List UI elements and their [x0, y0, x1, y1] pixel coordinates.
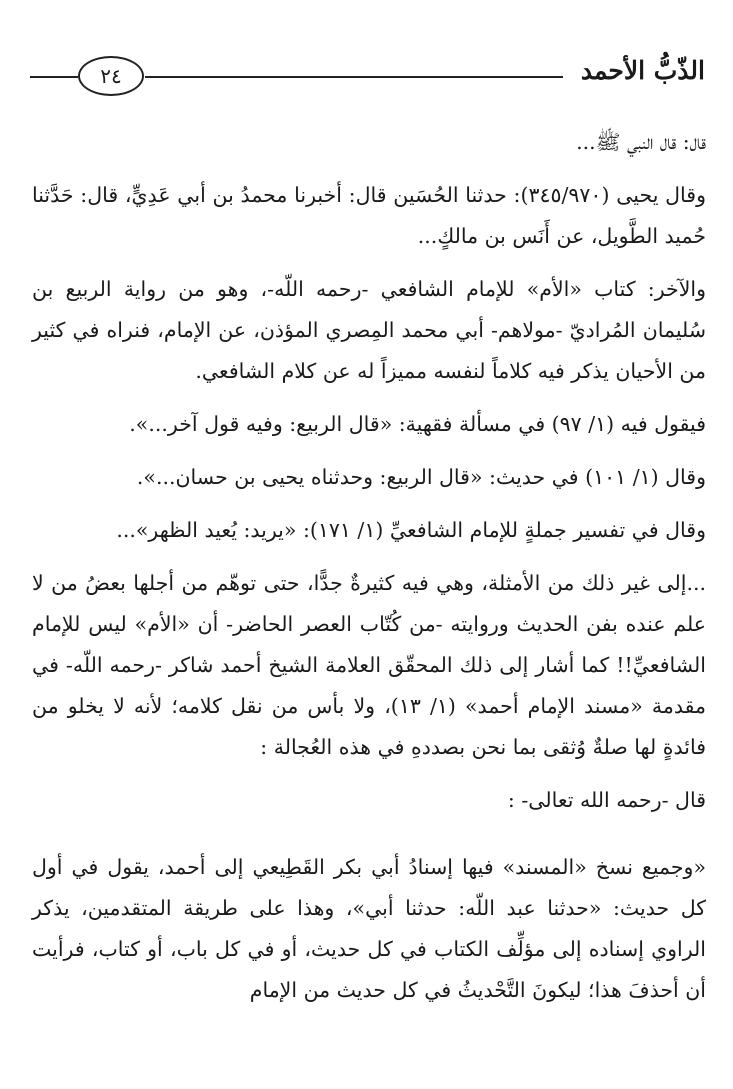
page-number: ٢٤	[78, 56, 144, 96]
paragraph-5: وقال (١/ ١٠١) في حديث: «قال الربيع: وحدثناه يحيى بن حسان...».	[136, 465, 706, 489]
header-rule-left	[30, 76, 78, 78]
paragraph-8: قال -رحمه الله تعالى- :	[507, 788, 706, 812]
book-title: الذّبُّ الأحمد	[580, 56, 705, 85]
header-rule	[145, 76, 563, 78]
paragraph-6: وقال في تفسير جملةٍ للإمام الشافعيِّ (١/ ١٧١): «يريد: يُعيد الظهر»...	[116, 518, 706, 542]
paragraph-2: وقال يحيى (٣٤٥/٩٧٠): حدثنا الحُسَين قال: أخبرنا محمدُ بن أبي عَدِيٍّ، قال: حَدَّثنا حُميد الطَّويل، عن أَنَس بن مالكٍ...	[32, 183, 706, 248]
paragraph-9: «وجميع نسخ «المسند» فيها إسنادُ أبي بكر القَطِيعي إلى أحمد، يقول في أول كل حديث: «حدثنا عبد اللّه: حدثنا أبي»، وهذا على طريقة المتقدمين، يذكر الراوي إسناده إلى مؤلِّف الكتاب في كل حديث، أو في كل باب، أو كتاب، فرأيت أن أحذفَ هذا؛ ليكونَ التَّحْديثُ في كل حديث من الإمام	[32, 855, 706, 1002]
paragraph-4: فيقول فيه (١/ ٩٧) في مسألة فقهية: «قال الربيع: وفيه قول آخر...».	[129, 412, 706, 436]
paragraph-7: ...إلى غير ذلك من الأمثلة، وهي فيه كثيرةٌ جدًّا، حتى توهّم من أجلها بعضُ من لا علم عنده بفن الحديث وروايته -من كُتّاب العصر الحاضر- أن «الأم» ليس للإمام الشافعيِّ!! كما أشار إلى ذلك المحقّق العلامة الشيخ أحمد شاكر -رحمه اللّه- في مقدمة «مسند الإمام أحمد» (١/ ١٣)، ولا بأس من نقل كلامه؛ لأنه لا يخلو من فائدةٍ لها صلةٌ وُثقى بما نحن بصددهِ في هذه العُجالة :	[32, 571, 706, 759]
page-body	[32, 122, 706, 1072]
running-header	[30, 52, 705, 102]
paragraph-3: والآخر: كتاب «الأم» للإمام الشافعي -رحمه اللّه-، وهو من رواية الربيع بن سُليمان المُراديّ -مولاهم- أبي محمد المِصري المؤذن، عن الإمام، فنراه في كثير من الأحيان يذكر فيه كلاماً لنفسه مميزاً له عن كلام الشافعي.	[32, 277, 706, 383]
paragraph-1: قال: قال النبي ﷺ...	[576, 130, 706, 154]
